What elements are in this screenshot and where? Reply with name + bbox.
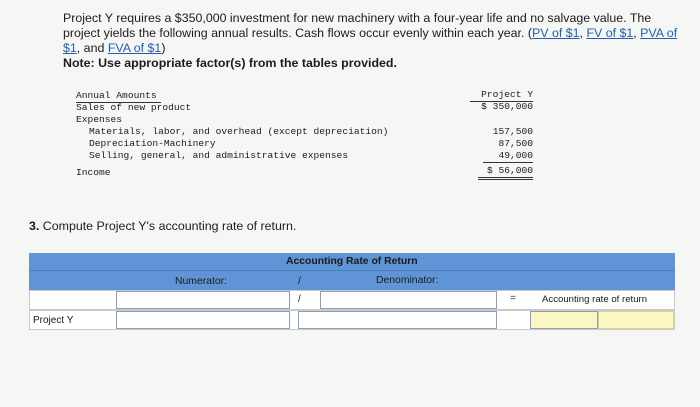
project-y-header: Project Y [481,89,533,100]
question-3 [29,219,296,233]
pv-of-1-link[interactable]: PV of $1 [532,26,580,40]
materials-label: Materials, labor, and overhead (except depreciation) [89,126,389,137]
depreciation-label: Depreciation-Machinery [89,138,216,149]
numerator-value-input[interactable] [116,311,290,329]
note-text: Note: Use appropriate factor(s) from the tables provided. [63,56,397,70]
problem-intro: Project Y requires a $350,000 investment for new machinery with a four-year life and no salvage value. The project yields the following annual results. Cash flows occur evenly within each year. (PV of $1, FV of $1, PVA of $1, and FVA of $1) Note: Use appropriate factor(s) from the tables provided. [63,11,678,70]
selling-label: Selling, general, and administrative expenses [89,150,349,161]
denominator-label-input[interactable] [320,291,497,309]
annual-amounts-label: Annual Amounts [76,90,157,101]
question-number: 3. [29,219,40,233]
selling-value: 49,000 [498,150,533,161]
table-title: Accounting Rate of Return [286,256,418,267]
fva-of-1-link[interactable]: FVA of $1 [107,41,162,55]
fv-of-1-link[interactable]: FV of $1 [586,26,634,40]
numerator-header: Numerator: [175,276,227,287]
header-slash: / [298,276,301,287]
sales-label: Sales of new product [76,102,192,113]
intro-text: Project Y requires a $350,000 investment for new machinery with a four-year life and no salvage value. The project yields the following annual results. Cash flows occur evenly within each year. ( [63,11,652,40]
arr-result-input[interactable] [530,311,598,329]
expenses-label: Expenses [76,114,123,125]
income-value: $ 56,000 [486,165,533,176]
depreciation-value: 87,500 [498,138,533,149]
result-label: Accounting rate of return [542,294,648,305]
numerator-label-input[interactable] [116,291,290,309]
equals-sign: = [510,293,516,304]
income-underline-1 [478,177,533,178]
expense-total-underline [483,162,533,163]
arr-percent-cell [598,311,674,329]
income-label: Income [76,167,111,178]
arr-answer-table [29,253,675,330]
sales-value: $ 350,000 [481,101,533,112]
project-y-row-label: Project Y [33,315,74,326]
question-text: Compute Project Y's accounting rate of return. [42,219,297,233]
denominator-value-input[interactable] [298,311,497,329]
row-slash: / [298,294,301,305]
pva-of-1-link[interactable]: PVA of $1 [63,26,678,55]
table-column-header-row [29,270,675,290]
materials-value: 157,500 [492,126,533,137]
denominator-header: Denominator: [376,275,439,286]
income-underline-2 [478,179,533,180]
